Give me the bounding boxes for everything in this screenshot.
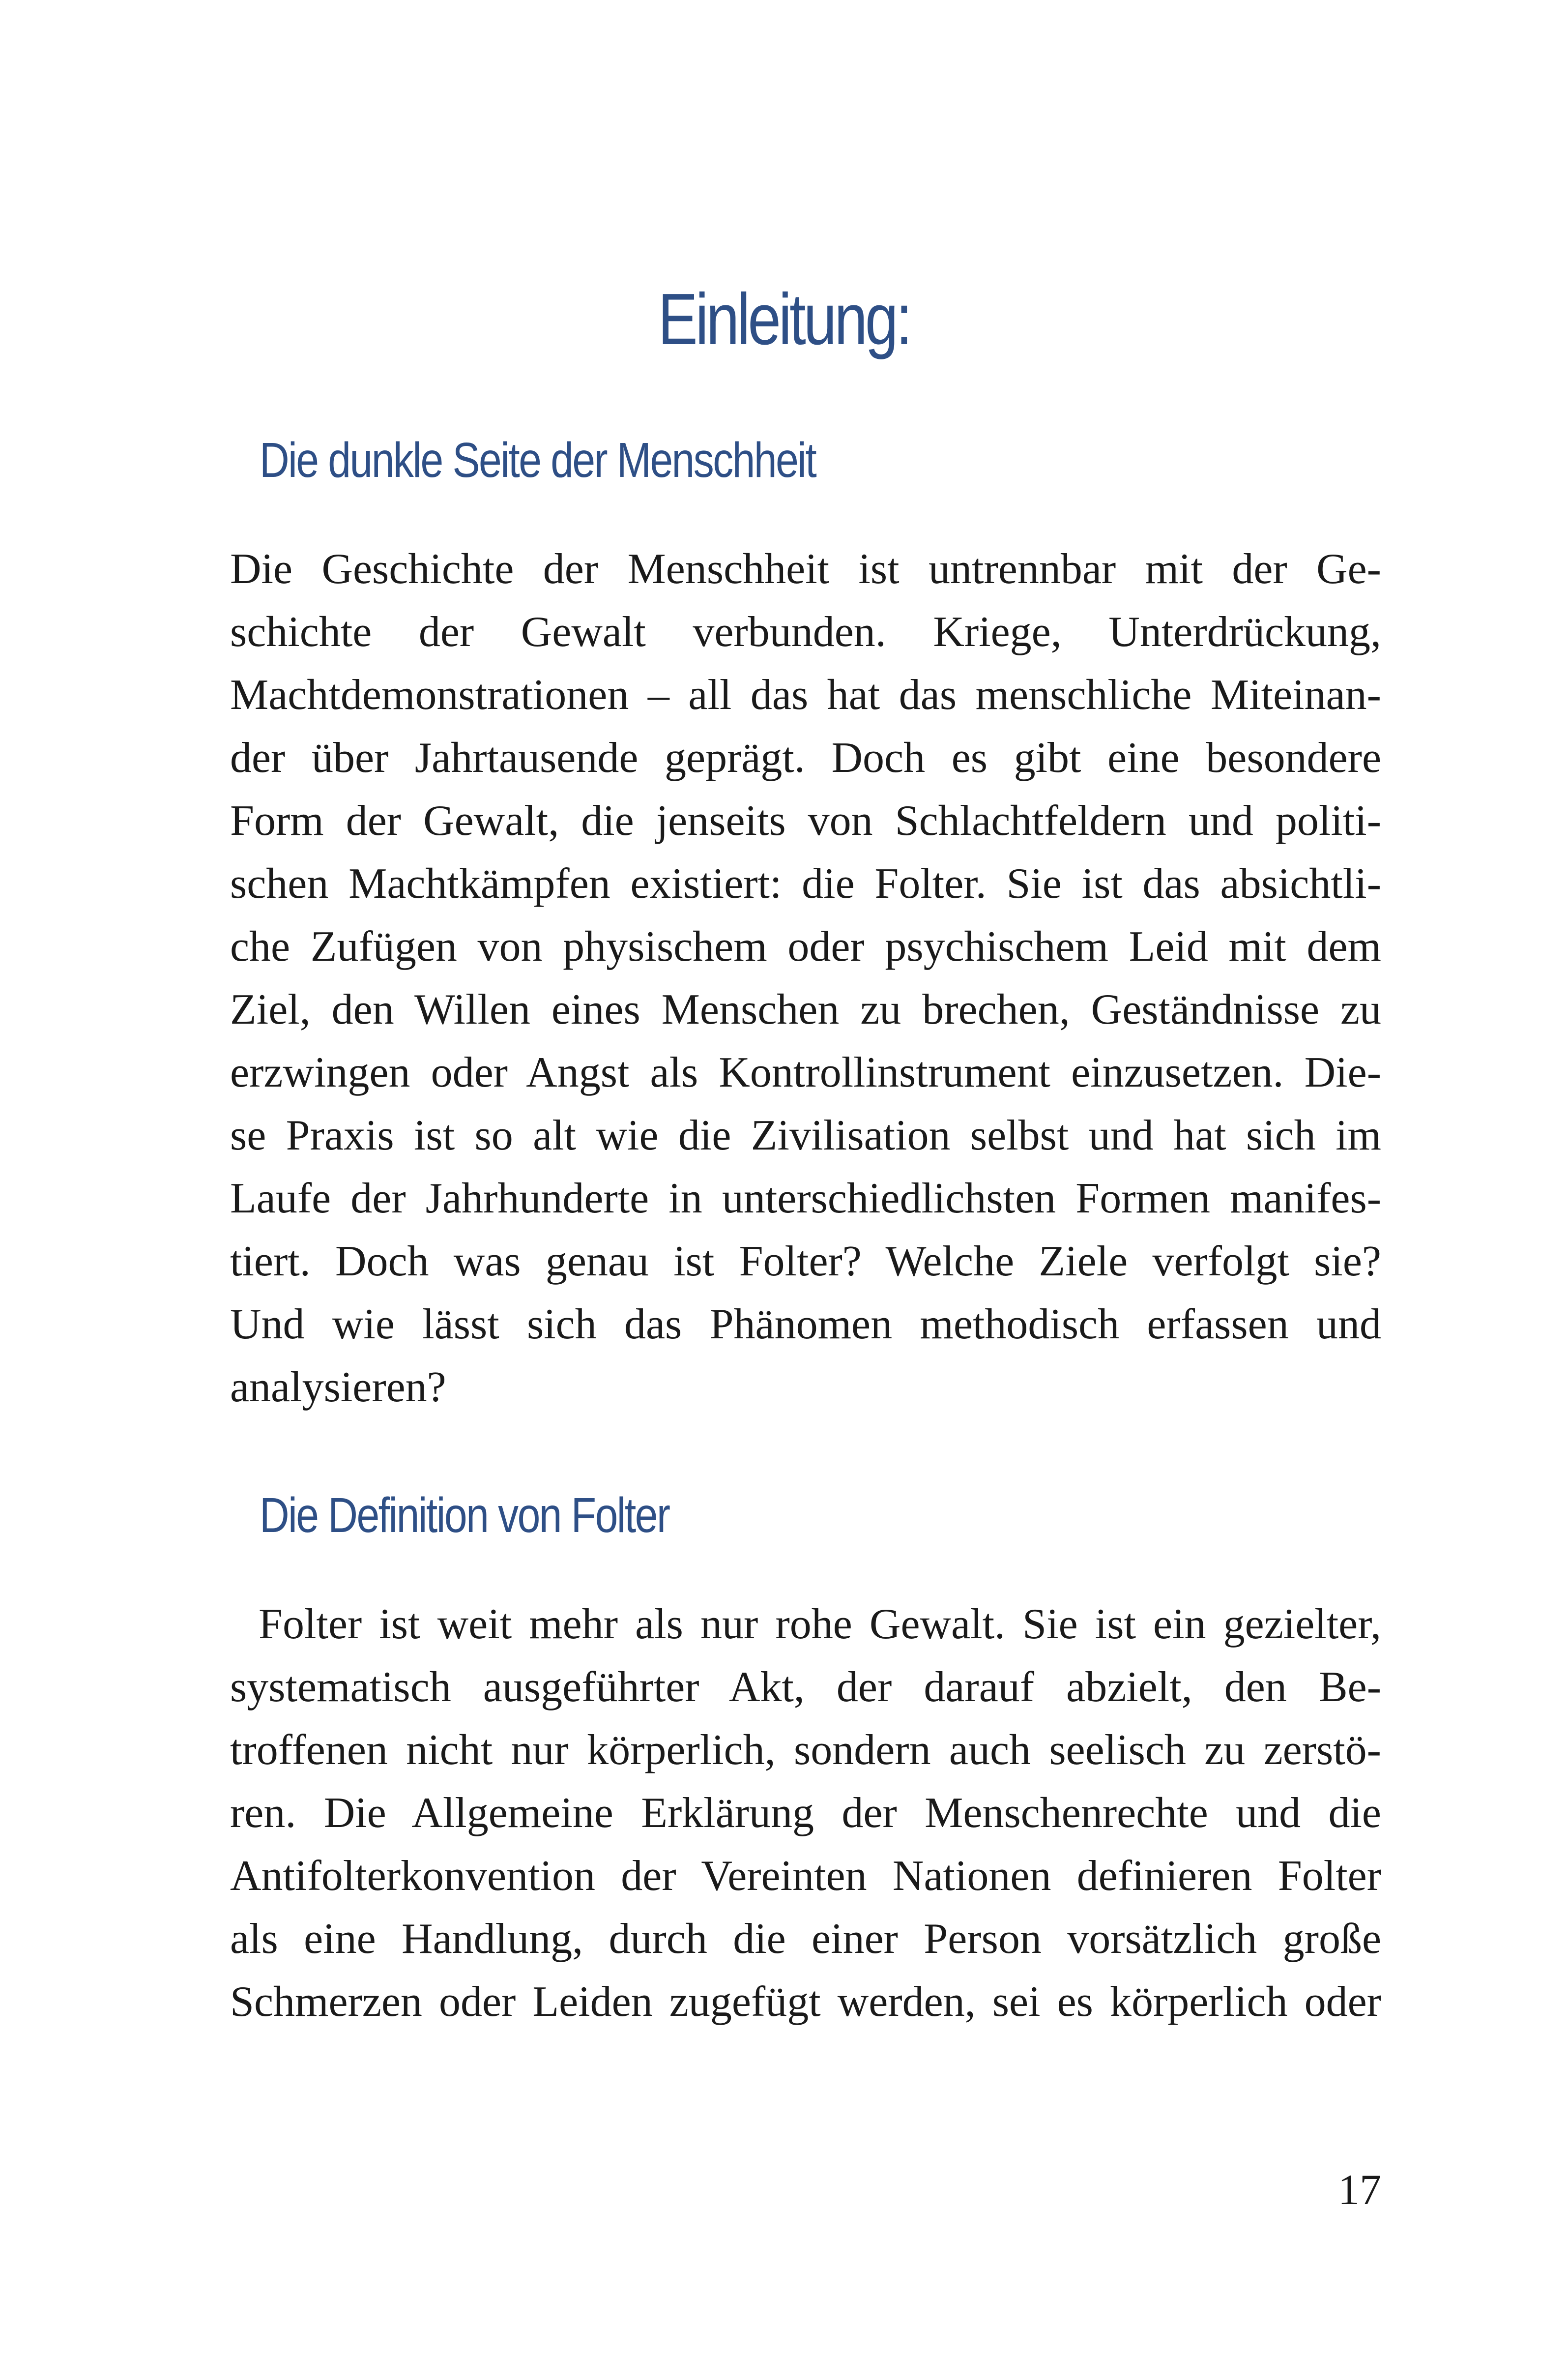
text-line: ren. Die Allgemeine Erklärung der Menschenrechte und die: [230, 1789, 1381, 1837]
text-line: analysieren?: [230, 1363, 446, 1411]
text-line: che Zufügen von physischem oder psychischem Leid mit dem: [230, 923, 1381, 971]
text-line: Laufe der Jahrhunderte in unterschiedlichsten Formen manifes-: [230, 1175, 1381, 1222]
text-line: Die Geschichte der Menschheit ist untrennbar mit der Ge-: [230, 545, 1381, 593]
text-line: Folter ist weit mehr als nur rohe Gewalt. Sie ist ein gezielter,: [259, 1600, 1381, 1648]
text-line: als eine Handlung, durch die einer Person vorsätzlich große: [230, 1915, 1381, 1963]
chapter-title: Einleitung:: [658, 279, 910, 360]
text-line: der über Jahrtausende geprägt. Doch es gibt eine besondere: [230, 734, 1381, 782]
text-line: systematisch ausgeführter Akt, der darauf abzielt, den Be-: [230, 1663, 1381, 1711]
text-line: schen Machtkämpfen existiert: die Folter. Sie ist das absichtli-: [230, 860, 1381, 908]
text-line: troffenen nicht nur körperlich, sondern auch seelisch zu zerstö-: [230, 1726, 1381, 1774]
paragraph-dunkle-seite: [230, 538, 1381, 1419]
section-heading-dunkle-seite: Die dunkle Seite der Menschheit: [260, 433, 816, 488]
text-line: se Praxis ist so alt wie die Zivilisation selbst und hat sich im: [230, 1112, 1381, 1159]
text-line: tiert. Doch was genau ist Folter? Welche Ziele verfolgt sie?: [230, 1238, 1381, 1285]
text-line: Schmerzen oder Leiden zugefügt werden, sei es körperlich oder: [230, 1978, 1381, 2026]
text-line: Form der Gewalt, die jenseits von Schlachtfeldern und politi-: [230, 797, 1381, 845]
page-number: 17: [1338, 2166, 1381, 2214]
text-line: Machtdemonstrationen – all das hat das menschliche Miteinan-: [230, 671, 1381, 719]
section-heading-definition: Die Definition von Folter: [260, 1488, 669, 1543]
text-line: Antifolterkonvention der Vereinten Nationen definieren Folter: [230, 1852, 1381, 1900]
text-line: schichte der Gewalt verbunden. Kriege, Unterdrückung,: [230, 608, 1381, 656]
text-line: erzwingen oder Angst als Kontrollinstrument einzusetzen. Die-: [230, 1049, 1381, 1096]
text-line: Ziel, den Willen eines Menschen zu brechen, Geständnisse zu: [230, 986, 1381, 1033]
text-line: Und wie lässt sich das Phänomen methodisch erfassen und: [230, 1300, 1381, 1348]
paragraph-definition: [230, 1593, 1381, 2034]
